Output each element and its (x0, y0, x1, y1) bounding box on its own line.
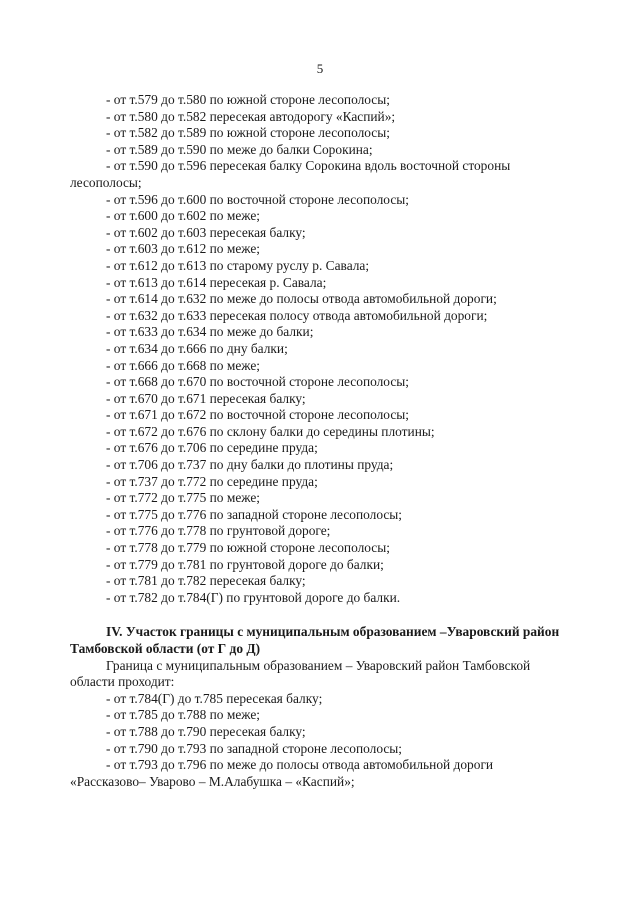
section-intro (70, 658, 590, 691)
wrapped-list-item (70, 158, 590, 191)
list-item: - от т.670 до т.671 пересекая балку; (106, 390, 306, 406)
list-item: - от т.614 до т.632 по меже до полосы отвода автомобильной дороги; (106, 291, 497, 307)
list-item: - от т.579 до т.580 по южной стороне лесополосы; (106, 92, 390, 107)
intro-continuation: области проходит: (70, 674, 175, 690)
list-item: - от т.706 до т.737 по дну балки до плотины пруда; (106, 457, 394, 473)
document-body (70, 92, 590, 790)
boundary-list-c (70, 691, 590, 757)
list-item: - от т.772 до т.775 по меже; (106, 490, 260, 506)
list-item-continuation: лесополосы; (70, 174, 142, 190)
list-item: - от т.737 до т.772 по середине пруда; (106, 473, 318, 489)
wrapped-list-item (70, 757, 590, 790)
list-item: - от т.632 до т.633 пересекая полосу отвода автомобильной дороги; (106, 307, 488, 323)
list-item: - от т.612 до т.613 по старому руслу р. Савала; (106, 257, 370, 273)
list-item: - от т.784(Г) до т.785 пересекая балку; (106, 690, 323, 706)
section-heading-line1: IV. Участок границы с муниципальным образованием –Уваровский район (106, 624, 560, 640)
list-item: - от т.776 до т.778 по грунтовой дороге; (106, 523, 331, 539)
section-heading-line2: Тамбовской области (от Г до Д) (70, 641, 261, 656)
list-item: - от т.781 до т.782 пересекая балку; (106, 573, 306, 589)
list-item: - от т.676 до т.706 по середине пруда; (106, 440, 318, 456)
list-item: - от т.775 до т.776 по западной стороне лесополосы; (106, 506, 403, 522)
boundary-list-b (70, 192, 590, 607)
boundary-list-a (70, 92, 590, 158)
list-item-first-line: - от т.793 до т.796 по меже до полосы отвода автомобильной дороги (106, 757, 494, 773)
list-item: - от т.785 до т.788 по меже; (106, 707, 260, 723)
section-heading (70, 624, 590, 657)
list-item: - от т.782 до т.784(Г) по грунтовой дороге до балки. (106, 589, 401, 605)
section-spacer (70, 606, 590, 624)
page-number: 5 (316, 61, 324, 76)
intro-first-line: Граница с муниципальным образованием – Уваровский район Тамбовской (106, 657, 531, 673)
list-item-first-line: - от т.590 до т.596 пересекая балку Сорокина вдоль восточной стороны (106, 158, 511, 174)
list-item: - от т.582 до т.589 по южной стороне лесополосы; (106, 125, 390, 141)
list-item: - от т.779 до т.781 по грунтовой дороге до балки; (106, 556, 384, 572)
list-item-continuation: «Рассказово– Уварово – М.Алабушка – «Каспий»; (70, 773, 355, 789)
list-item: - от т.672 до т.676 по склону балки до середины плотины; (106, 423, 435, 439)
list-item: - от т.580 до т.582 пересекая автодорогу «Каспий»; (106, 108, 396, 124)
list-item: - от т.668 до т.670 по восточной стороне лесополосы; (106, 374, 409, 390)
list-item: - от т.666 до т.668 по меже; (106, 357, 260, 373)
list-item: - от т.602 до т.603 пересекая балку; (106, 224, 306, 240)
list-item: - от т.633 до т.634 по меже до балки; (106, 324, 314, 340)
list-item: - от т.790 до т.793 по западной стороне лесополосы; (106, 740, 403, 756)
list-item: - от т.600 до т.602 по меже; (106, 208, 260, 224)
list-item: - от т.788 до т.790 пересекая балку; (106, 723, 306, 739)
list-item: - от т.613 до т.614 пересекая р. Савала; (106, 274, 327, 290)
list-item: - от т.634 до т.666 по дну балки; (106, 340, 288, 356)
list-item: - от т.596 до т.600 по восточной стороне лесополосы; (106, 191, 409, 207)
list-item: - от т.603 до т.612 по меже; (106, 241, 260, 257)
list-item: - от т.671 до т.672 по восточной стороне лесополосы; (106, 407, 409, 423)
list-item: - от т.589 до т.590 по меже до балки Сорокина; (106, 141, 373, 157)
list-item: - от т.778 до т.779 по южной стороне лесополосы; (106, 540, 390, 556)
